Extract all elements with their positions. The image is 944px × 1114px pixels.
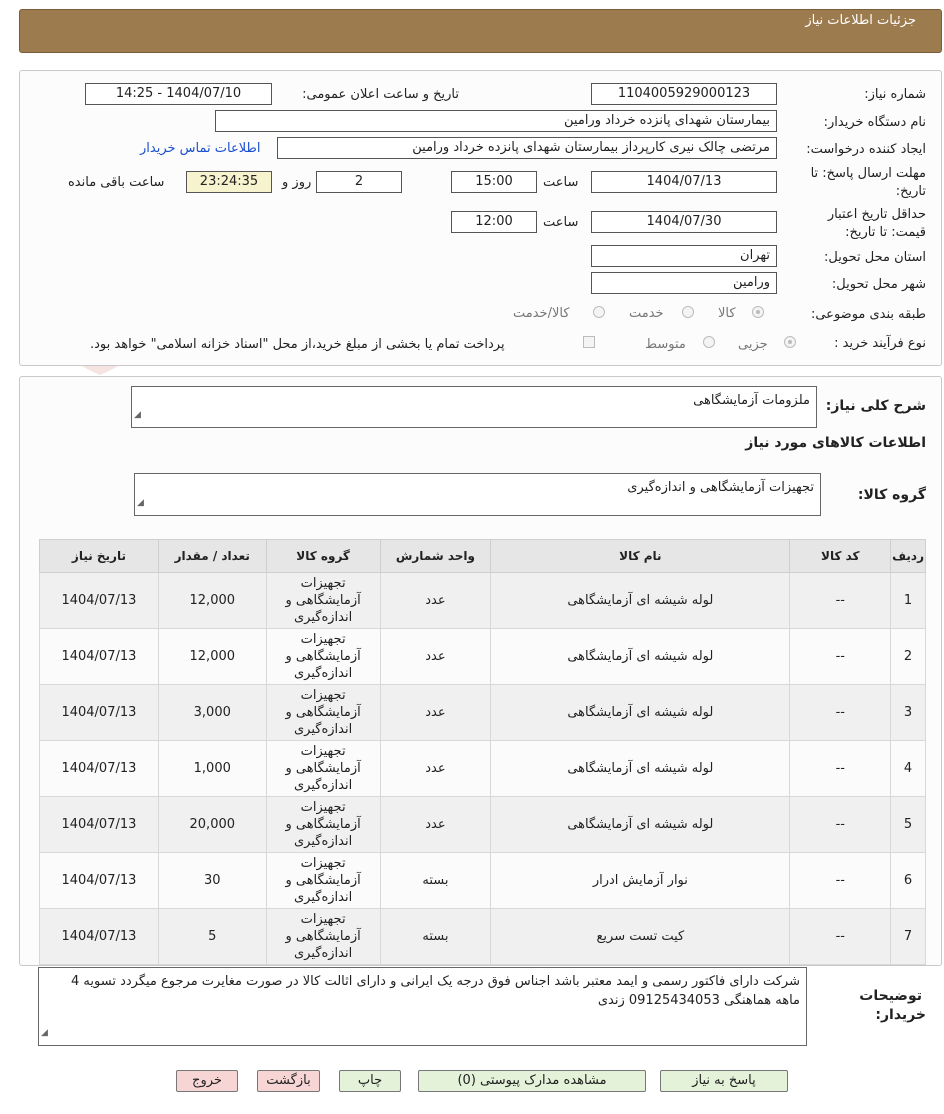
items-table [39,539,926,965]
cell-code: -- [790,741,891,797]
process-radio-minor[interactable] [784,336,796,348]
category-radio-goods[interactable] [752,306,764,318]
description-field[interactable] [131,386,817,428]
cell-qty: 5 [158,909,266,965]
cell-unit: عدد [380,573,491,629]
cell-code: -- [790,909,891,965]
notes-label-2: خریدار: [875,1007,926,1023]
cell-name: کیت تست سریع [491,909,790,965]
cell-group [266,741,380,797]
validity-time-field: 12:00 [451,211,537,233]
col-code: کد کالا [790,540,891,573]
buyer-org-label: نام دستگاه خریدار: [823,115,926,130]
table-header-row [40,540,926,573]
view-attachments-button[interactable]: مشاهده مدارک پیوستی (0) [418,1070,646,1092]
payment-note: پرداخت تمام یا بخشی از مبلغ خرید،از محل "اسناد خزانه اسلامی" خواهد بود. [90,337,505,352]
cell-date: 1404/07/13 [40,853,159,909]
cell-code: -- [790,629,891,685]
province-label: استان محل تحویل: [824,250,926,265]
cell-name: لوله شیشه ای آزمایشگاهی [491,685,790,741]
announce-field: 1404/07/10 - 14:25 [85,83,272,105]
page-header [19,9,942,53]
process-radio-medium[interactable] [703,336,715,348]
cell-group [266,853,380,909]
cell-unit: عدد [380,629,491,685]
col-name: نام کالا [491,540,790,573]
process-option-medium: متوسط [645,337,686,352]
table-row [40,853,926,909]
buyer-org-field: بیمارستان شهدای پانزده خرداد ورامین [215,110,777,132]
cell-row: 2 [891,629,926,685]
deadline-time-label: ساعت [543,175,579,190]
cell-row: 7 [891,909,926,965]
category-label: طبقه بندی موضوعی: [810,307,926,322]
city-field: ورامین [591,272,777,294]
cell-group-text: تجهیزات آزمایشگاهی و اندازه‌گیری [285,912,361,961]
cell-unit: عدد [380,797,491,853]
table-row [40,685,926,741]
table-row [40,741,926,797]
cell-code: -- [790,853,891,909]
process-label: نوع فرآیند خرید : [834,336,926,351]
cell-group [266,797,380,853]
cell-group [266,573,380,629]
category-option-goods: کالا [718,306,736,321]
cell-name: لوله شیشه ای آزمایشگاهی [491,629,790,685]
announce-label: تاریخ و ساعت اعلان عمومی: [302,87,459,102]
cell-group-text: تجهیزات آزمایشگاهی و اندازه‌گیری [285,632,361,681]
deadline-time-field: 15:00 [451,171,537,193]
deadline-date-field: 1404/07/13 [591,171,777,193]
cell-date: 1404/07/13 [40,741,159,797]
group-label: گروه کالا: [857,487,926,503]
table-row [40,573,926,629]
validity-time-label: ساعت [543,215,579,230]
creator-label: ایجاد کننده درخواست: [806,142,926,157]
cell-unit: بسته [380,853,491,909]
cell-date: 1404/07/13 [40,797,159,853]
buyer-notes-field[interactable] [38,967,807,1046]
buyer-notes-text: شرکت دارای فاکتور رسمی و ایمد معتبر باشد اجناس فوق درجه یک ایرانی و دارای اثالت کالا در صورت مغایرت مرجوع میگردد تسویه 4 ماهه هماهنگی 09125434053 زندی [71,974,800,1008]
cell-unit: عدد [380,741,491,797]
buyer-contact-link[interactable]: اطلاعات تماس خریدار [140,141,261,156]
cell-row: 1 [891,573,926,629]
page-title: جزئیات اطلاعات نیاز [805,13,916,28]
cell-group-text: تجهیزات آزمایشگاهی و اندازه‌گیری [285,856,361,905]
category-radio-service[interactable] [682,306,694,318]
validity-date-field: 1404/07/30 [591,211,777,233]
description-text: ملزومات آزمایشگاهی [693,393,810,408]
deadline-label-2: تاریخ: [895,184,926,199]
cell-qty: 1,000 [158,741,266,797]
category-option-both: کالا/خدمت [513,306,570,321]
print-button[interactable]: چاپ [339,1070,401,1092]
cell-row: 3 [891,685,926,741]
cell-date: 1404/07/13 [40,685,159,741]
cell-name: لوله شیشه ای آزمایشگاهی [491,797,790,853]
remaining-label: ساعت باقی مانده [68,175,165,190]
cell-unit: بسته [380,909,491,965]
cell-name: نوار آزمایش ادرار [491,853,790,909]
province-field: تهران [591,245,777,267]
col-group: گروه کالا [266,540,380,573]
col-row: ردیف [891,540,926,573]
cell-row: 6 [891,853,926,909]
cell-code: -- [790,685,891,741]
cell-qty: 3,000 [158,685,266,741]
cell-unit: عدد [380,685,491,741]
cell-qty: 30 [158,853,266,909]
validity-label: حداقل تاریخ اعتبار [827,207,926,222]
group-text: تجهیزات آزمایشگاهی و اندازه‌گیری [627,480,814,495]
cell-group-text: تجهیزات آزمایشگاهی و اندازه‌گیری [285,576,361,625]
creator-field: مرتضی چالک نیری کارپرداز بیمارستان شهدای پانزده خرداد ورامین [277,137,777,159]
cell-group-text: تجهیزات آزمایشگاهی و اندازه‌گیری [285,688,361,737]
days-label: روز و [282,175,312,190]
validity-label-2: قیمت: تا تاریخ: [845,225,926,240]
description-label: شرح کلی نیاز: [825,398,926,414]
cell-group-text: تجهیزات آزمایشگاهی و اندازه‌گیری [285,744,361,793]
cell-code: -- [790,573,891,629]
cell-group [266,629,380,685]
cell-group-text: تجهیزات آزمایشگاهی و اندازه‌گیری [285,800,361,849]
cell-row: 5 [891,797,926,853]
need-number-field: 1104005929000123 [591,83,777,105]
cell-date: 1404/07/13 [40,629,159,685]
resize-grip-icon: ◢ [134,410,141,420]
items-section-title: اطلاعات کالاهای مورد نیاز [745,435,926,451]
cell-group [266,909,380,965]
deadline-label: مهلت ارسال پاسخ: تا [810,166,926,181]
table-row [40,797,926,853]
resize-grip-icon: ◢ [41,1028,48,1038]
cell-date: 1404/07/13 [40,909,159,965]
col-date: تاریخ نیاز [40,540,159,573]
treasury-checkbox[interactable] [583,336,595,348]
group-field[interactable] [134,473,821,516]
city-label: شهر محل تحویل: [831,277,926,292]
category-option-service: خدمت [629,306,664,321]
table-row [40,909,926,965]
cell-qty: 12,000 [158,629,266,685]
respond-button[interactable]: پاسخ به نیاز [660,1070,788,1092]
process-option-minor: جزیی [738,337,768,352]
cell-group [266,685,380,741]
cell-qty: 20,000 [158,797,266,853]
cell-row: 4 [891,741,926,797]
remaining-time-field: 23:24:35 [186,171,272,193]
table-row [40,629,926,685]
cell-date: 1404/07/13 [40,573,159,629]
cell-name: لوله شیشه ای آزمایشگاهی [491,573,790,629]
need-number-label: شماره نیاز: [864,87,926,102]
col-unit: واحد شمارش [380,540,491,573]
resize-grip-icon: ◢ [137,498,144,508]
cell-code: -- [790,797,891,853]
exit-button[interactable]: خروج [176,1070,238,1092]
cell-name: لوله شیشه ای آزمایشگاهی [491,741,790,797]
category-radio-both[interactable] [593,306,605,318]
notes-label: توضیحات [859,988,922,1004]
days-field: 2 [316,171,402,193]
col-qty: تعداد / مقدار [158,540,266,573]
cell-qty: 12,000 [158,573,266,629]
back-button[interactable]: بازگشت [257,1070,320,1092]
